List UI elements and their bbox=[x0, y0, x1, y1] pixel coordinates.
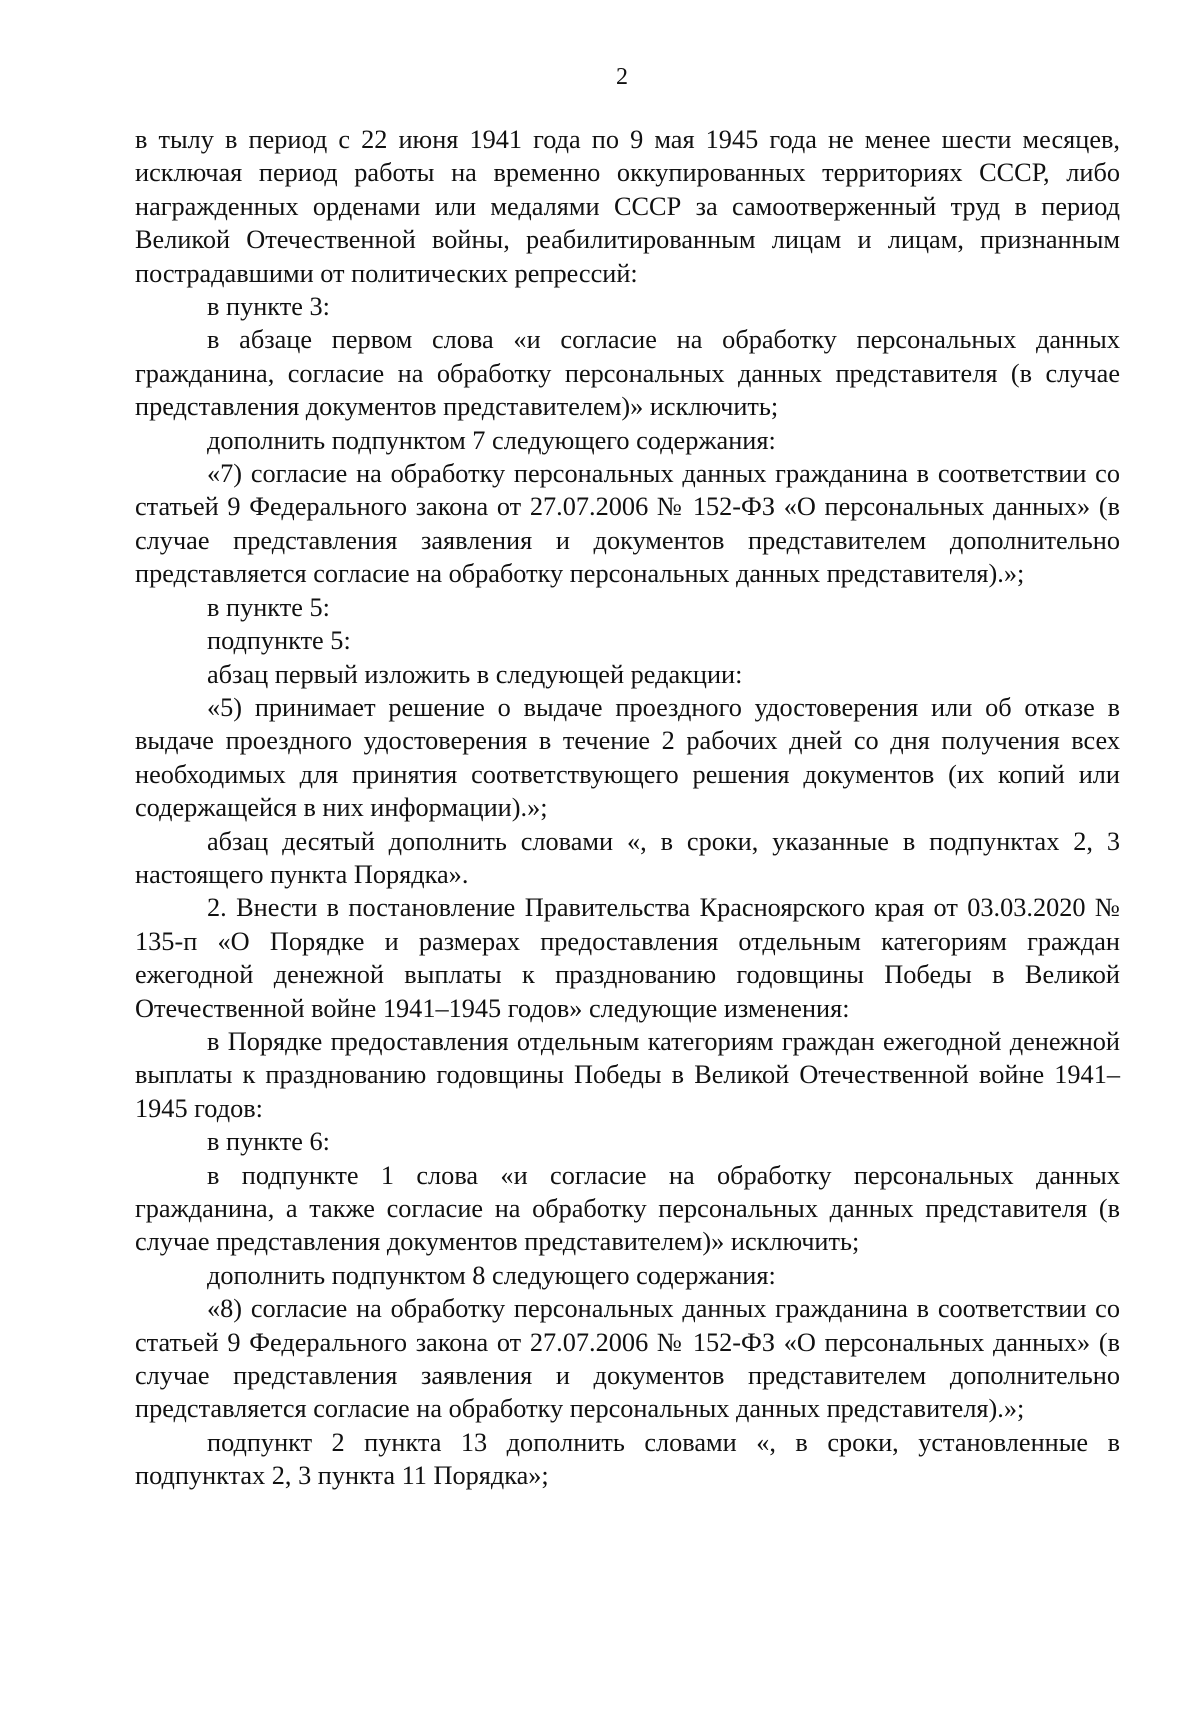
paragraph: «8) согласие на обработку персональных данных гражданина в соответствии со статьей 9 Федерального закона от 27.07.2006 № 152-ФЗ «О персональных данных» (в случае представления заявления и документов представителем дополнительно представляется согласие на обработку персональных данных представителя).»; bbox=[135, 1294, 1120, 1424]
paragraph: абзац первый изложить в следующей редакции: bbox=[207, 659, 743, 689]
paragraph: абзац десятый дополнить словами «, в сроки, указанные в подпунктах 2, 3 настоящего пункта Порядка». bbox=[135, 826, 1120, 889]
paragraph: в пункте 3: bbox=[207, 292, 330, 322]
paragraph: подпункте 5: bbox=[207, 626, 351, 656]
paragraph: дополнить подпунктом 8 следующего содержания: bbox=[207, 1260, 776, 1290]
paragraph: «7) согласие на обработку персональных данных гражданина в соответствии со статьей 9 Федерального закона от 27.07.2006 № 152-ФЗ «О персональных данных» (в случае представления заявления и документов представителем дополнительно представляется согласие на обработку персональных данных представителя).»; bbox=[135, 459, 1120, 589]
paragraph: «5) принимает решение о выдаче проездного удостоверения или об отказе в выдаче проездного удостоверения в течение 2 рабочих дней со дня получения всех необходимых для принятия соответствующего решения документов (их копий или содержащейся в них информации).»; bbox=[135, 692, 1120, 823]
paragraph: подпункт 2 пункта 13 дополнить словами «, в сроки, установленные в подпунктах 2, 3 пункта 11 Порядка»; bbox=[135, 1427, 1120, 1491]
paragraph: дополнить подпунктом 7 следующего содержания: bbox=[207, 425, 776, 455]
paragraph: в Порядке предоставления отдельным категориям граждан ежегодной денежной выплаты к празднованию годовщины Победы в Великой Отечественной войне 1941–1945 годов: bbox=[135, 1026, 1120, 1123]
document-body bbox=[135, 123, 1120, 1493]
page-number: 2 bbox=[616, 64, 628, 90]
paragraph: в подпункте 1 слова «и согласие на обработку персональных данных гражданина, а также согласие на обработку персональных данных представителя (в случае представления документов представителем)» исключить; bbox=[135, 1160, 1120, 1257]
paragraph: в пункте 6: bbox=[207, 1127, 330, 1157]
paragraph: в абзаце первом слова «и согласие на обработку персональных данных гражданина, согласие на обработку персональных данных представителя (в случае представления документов представителем)» исключить; bbox=[135, 325, 1120, 422]
paragraph: в тылу в период с 22 июня 1941 года по 9 мая 1945 года не менее шести месяцев, исключая период работы на временно оккупированных территориях СССР, либо награжденных орденами или медалями СССР за самоотверженный труд в период Великой Отечественной войны, реабилитированным лицам и лицам, признанным пострадавшими от политических репрессий: bbox=[135, 125, 1120, 288]
paragraph: 2. Внести в постановление Правительства Красноярского края от 03.03.2020 № 135-п «О Порядке и размерах предоставления отдельным категориям граждан ежегодной денежной выплаты к празднованию годовщины Победы в Великой Отечественной войне 1941–1945 годов» следующие изменения: bbox=[135, 893, 1120, 1023]
paragraph: в пункте 5: bbox=[207, 592, 330, 622]
